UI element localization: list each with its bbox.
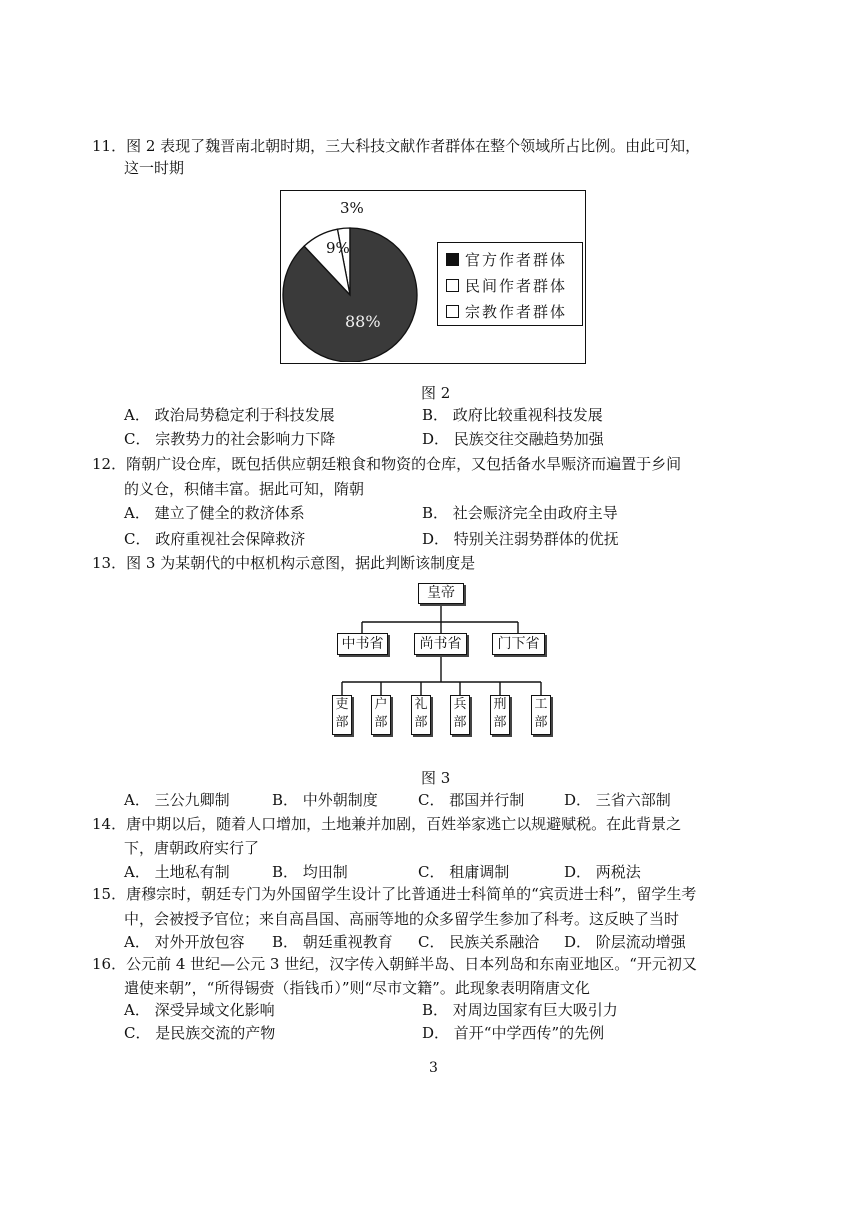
q14-option-a: A． 土地私有制: [124, 863, 230, 881]
figure-3-caption: 图 3: [421, 769, 451, 787]
q13-option-d: D． 三省六部制: [564, 791, 671, 809]
diagram-menxia-box: 门下省: [492, 633, 545, 655]
q16-stem-line1: 16．公元前 4 世纪—公元 3 世纪，汉字传入朝鲜半岛、日本列岛和东南亚地区。“开元初又: [92, 955, 697, 973]
q14-stem-line1: 14．唐中期以后，随着人口增加，土地兼并加剧，百姓举家逃亡以规避赋税。在此背景之: [92, 815, 682, 833]
legend-item-folk: [446, 275, 567, 296]
q14-option-d: D． 两税法: [564, 863, 641, 881]
diagram-emperor-box: 皇帝: [418, 583, 464, 604]
q12-stem-line1: 12．隋朝广设仓库，既包括供应朝廷粮食和物资的仓库，又包括备水旱赈济而遍置于乡间: [92, 455, 682, 473]
pie-label-official: 88%: [345, 312, 381, 331]
diagram-dept-xing: 刑 部: [490, 695, 510, 735]
q12-option-c: C． 政府重视社会保障救济: [124, 530, 306, 548]
q15-option-a: A． 对外开放包容: [124, 933, 245, 951]
q12-option-d: D． 特别关注弱势群体的优抚: [422, 530, 619, 548]
pie-legend: [437, 242, 583, 326]
q14-stem-line2: 下，唐朝政府实行了: [124, 839, 260, 857]
figure-2-pie-chart: [280, 190, 586, 364]
q15-option-c: C． 民族关系融洽: [418, 933, 540, 951]
q13-option-a: A． 三公九卿制: [124, 791, 230, 809]
q15-stem-line1: 15．唐穆宗时，朝廷专门为外国留学生设计了比普通进士科简单的“宾贡进士科”，留学生考: [92, 885, 697, 903]
q16-option-a: A． 深受异域文化影响: [124, 1001, 275, 1019]
q14-option-b: B． 均田制: [272, 863, 348, 881]
legend-label-official: 官方作者群体: [465, 251, 568, 269]
q15-option-b: B． 朝廷重视教育: [272, 933, 393, 951]
legend-swatch-folk: [446, 279, 459, 292]
diagram-dept-li-rites: 礼 部: [411, 695, 431, 735]
legend-swatch-official: [446, 253, 459, 266]
q11-stem-line2: 这一时期: [124, 159, 185, 177]
legend-item-religious: [446, 301, 567, 322]
q13-option-b: B． 中外朝制度: [272, 791, 378, 809]
diagram-dept-li-personnel: 吏 部: [332, 695, 352, 735]
legend-item-official: [446, 249, 567, 270]
legend-swatch-religious: [446, 305, 459, 318]
q12-option-b: B． 社会赈济完全由政府主导: [422, 504, 618, 522]
page-number: 3: [429, 1060, 438, 1076]
pie-slice-official: [283, 228, 417, 362]
diagram-zhongshu-box: 中书省: [337, 633, 388, 655]
diagram-dept-bing: 兵 部: [450, 695, 470, 735]
q16-option-b: B． 对周边国家有巨大吸引力: [422, 1001, 618, 1019]
q16-stem-line2: 遣使来朝”，“所得锡赍（指钱币）”则“尽市文籍”。此现象表明隋唐文化: [124, 979, 590, 997]
q15-option-d: D． 阶层流动增强: [564, 933, 686, 951]
q11-option-d: D． 民族交往交融趋势加强: [422, 430, 604, 448]
q13-option-c: C． 郡国并行制: [418, 791, 525, 809]
q14-option-c: C． 租庸调制: [418, 863, 510, 881]
q12-stem-line2: 的义仓，积储丰富。据此可知，隋朝: [124, 480, 365, 498]
q11-option-a: A． 政治局势稳定利于科技发展: [124, 406, 335, 424]
diagram-dept-hu: 户 部: [371, 695, 391, 735]
diagram-shangshu-box: 尚书省: [414, 633, 467, 655]
diagram-dept-gong: 工 部: [531, 695, 551, 735]
figure-2-caption: 图 2: [421, 384, 451, 402]
q12-option-a: A． 建立了健全的救济体系: [124, 504, 305, 522]
q11-option-c: C． 宗教势力的社会影响力下降: [124, 430, 336, 448]
pie-label-folk: 9%: [326, 239, 350, 257]
pie-label-religious: 3%: [340, 199, 364, 217]
legend-label-religious: 宗教作者群体: [465, 303, 568, 321]
q11-option-b: B． 政府比较重视科技发展: [422, 406, 603, 424]
q16-option-d: D． 首开“中学西传”的先例: [422, 1024, 605, 1042]
q13-stem-line1: 13．图 3 为某朝代的中枢机构示意图，据此判断该制度是: [92, 554, 476, 572]
q15-stem-line2: 中，会被授予官位；来自高昌国、高丽等地的众多留学生参加了科考。这反映了当时: [124, 910, 680, 928]
legend-label-folk: 民间作者群体: [465, 277, 568, 295]
q11-stem-line1: 11．图 2 表现了魏晋南北朝时期，三大科技文献作者群体在整个领域所占比例。由此可知，: [92, 137, 701, 155]
q16-option-c: C． 是民族交流的产物: [124, 1024, 276, 1042]
